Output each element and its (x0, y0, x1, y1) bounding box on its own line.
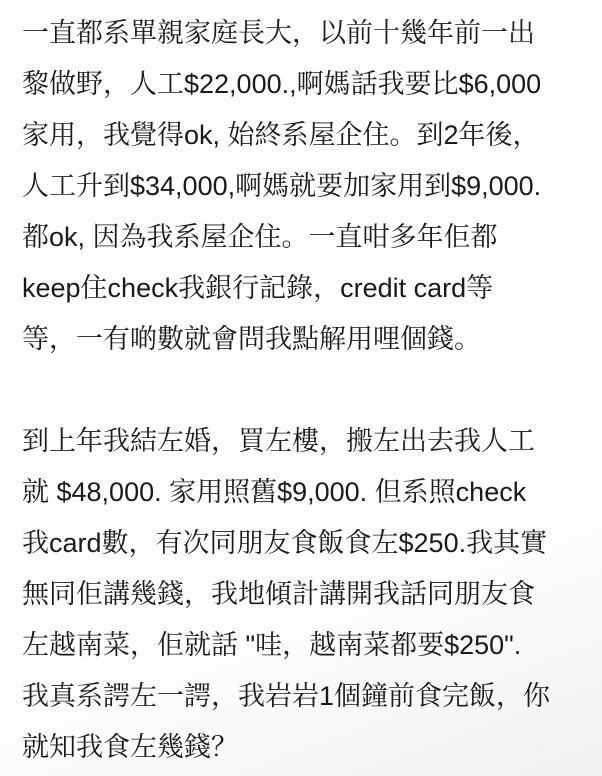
text-line: 我真系諤左一諤，我岩岩1個鐘前食完飯，你 (22, 681, 551, 711)
text-line: 到上年我結左婚，買左樓，搬左出去我人工 (22, 426, 535, 456)
text-line: 左越南菜，佢就話 "哇，越南菜都要$250". (22, 630, 522, 660)
text-line: 就 $48,000. 家用照舊$9,000. 但系照check (22, 477, 527, 507)
text-line: keep住check我銀行記錄，credit card等 (22, 273, 494, 303)
paragraph-1 (22, 8, 602, 365)
text-line: 人工升到$34,000,啊媽就要加家用到$9,000. (22, 171, 542, 201)
text-line: 就知我食左幾錢？ (22, 732, 238, 762)
text-line: 黎做野，人工$22,000.,啊媽話我要比$6,000 (22, 69, 542, 99)
text-line: 一直都系單親家庭長大，以前十幾年前一出 (22, 18, 535, 48)
text-line: 無同佢講幾錢，我地傾計講開我話同朋友食 (22, 579, 535, 609)
text-line: 等，一有啲數就會問我點解用哩個錢。 (22, 324, 481, 354)
text-line: 家用，我覺得ok, 始終系屋企住。到2年後， (22, 120, 540, 150)
text-line: 我card數，有次同朋友食飯食左$250.我其實 (22, 528, 548, 558)
paragraph-2 (22, 416, 602, 773)
text-line: 都ok, 因為我系屋企住。一直咁多年佢都 (22, 222, 498, 252)
